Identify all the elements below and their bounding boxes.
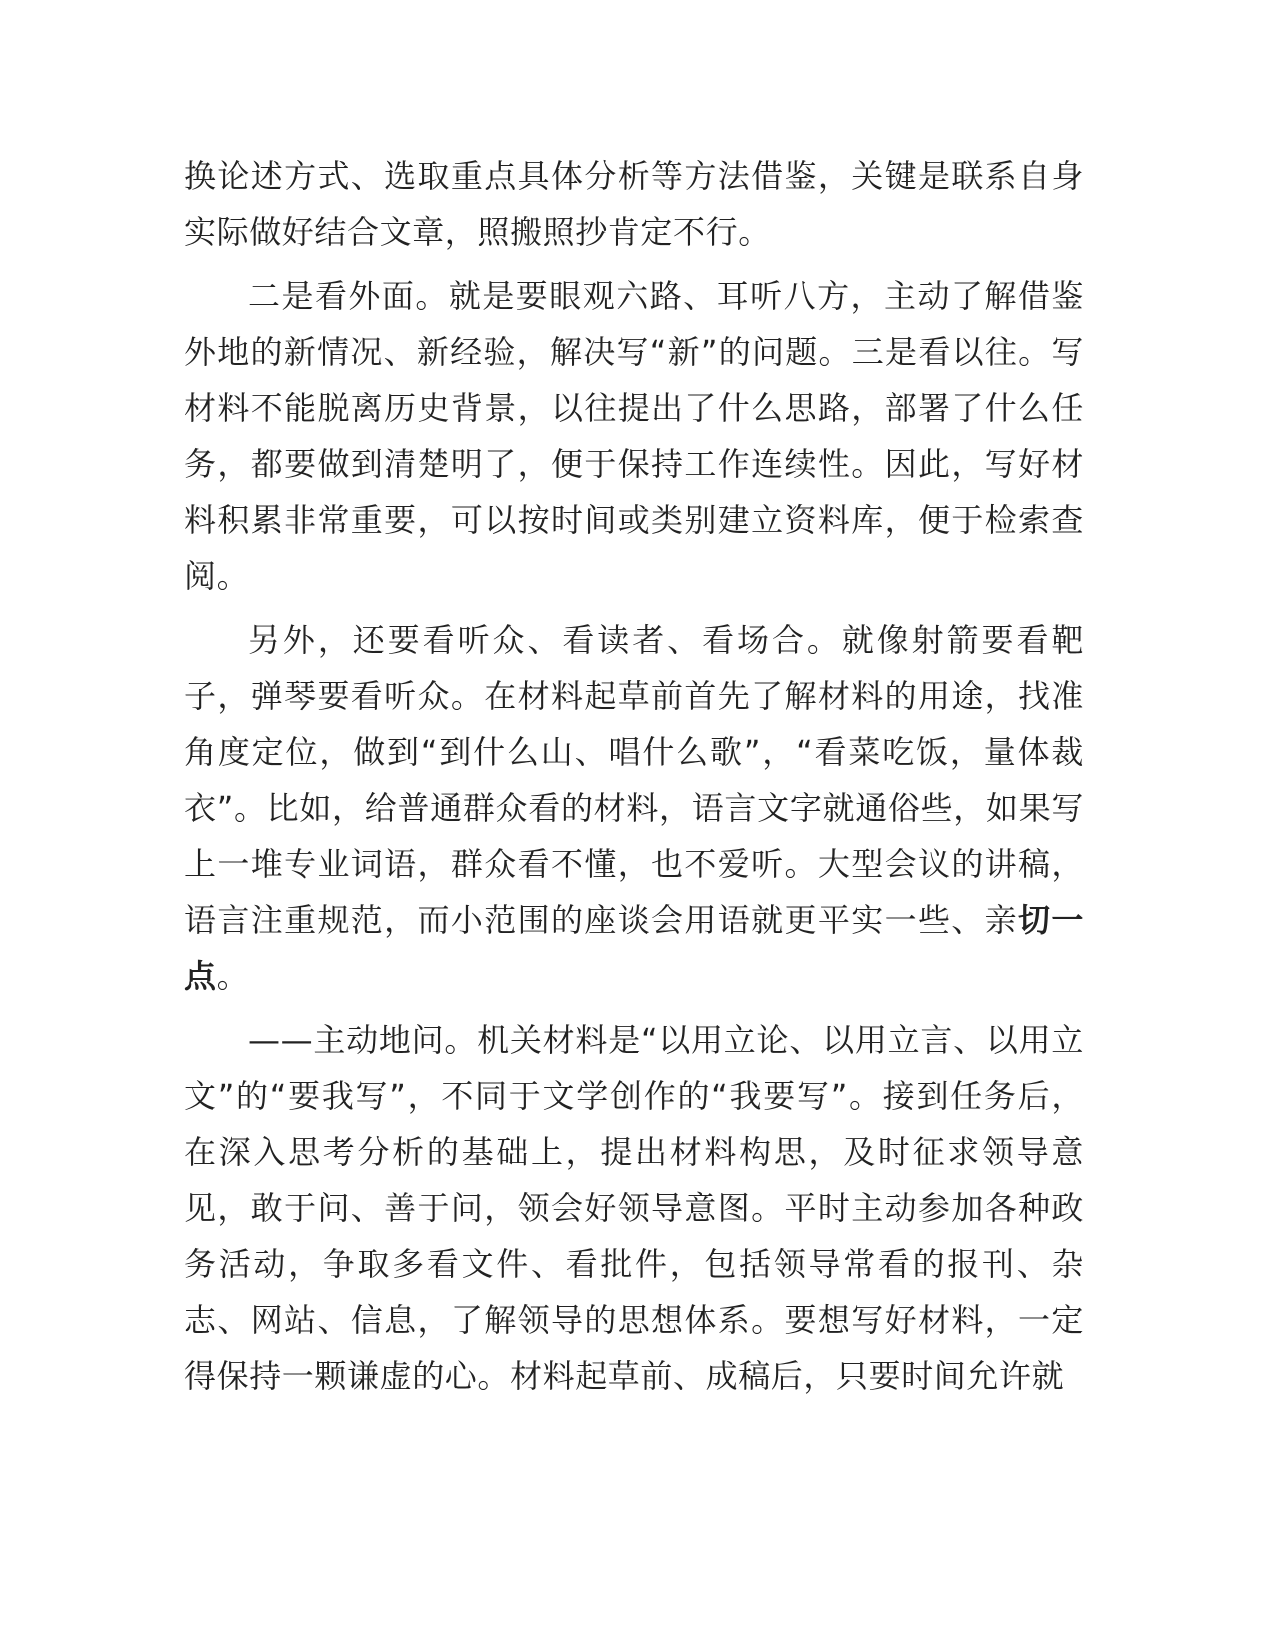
paragraph-3-bold-tail: 切一点 [184,901,1084,995]
paragraph-4 [184,1012,1084,1404]
paragraph-2 [184,268,1084,604]
paragraph-3-text: 另外，还要看听众、看读者、看场合。就像射箭要看靶子，弹琴要看听众。在材料起草前首先了解材料的用途，找准角度定位，做到“到什么山、唱什么歌”，“看菜吃饭，量体裁衣”。比如，给普通群众看的材料，语言文字就通俗些，如果写上一堆专业词语，群众看不懂，也不爱听。大型会议的讲稿，语言注重规范，而小范围的座谈会用语就更平实一些、亲 [184,621,1084,939]
paragraph-2-text: 二是看外面。就是要眼观六路、耳听八方，主动了解借鉴外地的新情况、新经验，解决写“新”的问题。三是看以往。写材料不能脱离历史背景，以往提出了什么思路，部署了什么任务，都要做到清楚明了，便于保持工作连续性。因此，写好材料积累非常重要，可以按时间或类别建立资料库，便于检索查阅。 [184,277,1084,595]
paragraph-1-text: 换论述方式、选取重点具体分析等方法借鉴，关键是联系自身实际做好结合文章，照搬照抄肯定不行。 [184,157,1084,251]
paragraph-3-end: 。 [216,957,250,995]
document-body [184,148,1084,1412]
paragraph-4-text: ——主动地问。机关材料是“以用立论、以用立言、以用立文”的“要我写”，不同于文学创作的“我要写”。接到任务后，在深入思考分析的基础上，提出材料构思，及时征求领导意见，敢于问、善于问，领会好领导意图。平时主动参加各种政务活动，争取多看文件、看批件，包括领导常看的报刊、杂志、网站、信息，了解领导的思想体系。要想写好材料，一定得保持一颗谦虚的心。材料起草前、成稿后，只要时间允许就 [184,1021,1084,1395]
paragraph-3 [184,612,1084,1004]
paragraph-1 [184,148,1084,260]
